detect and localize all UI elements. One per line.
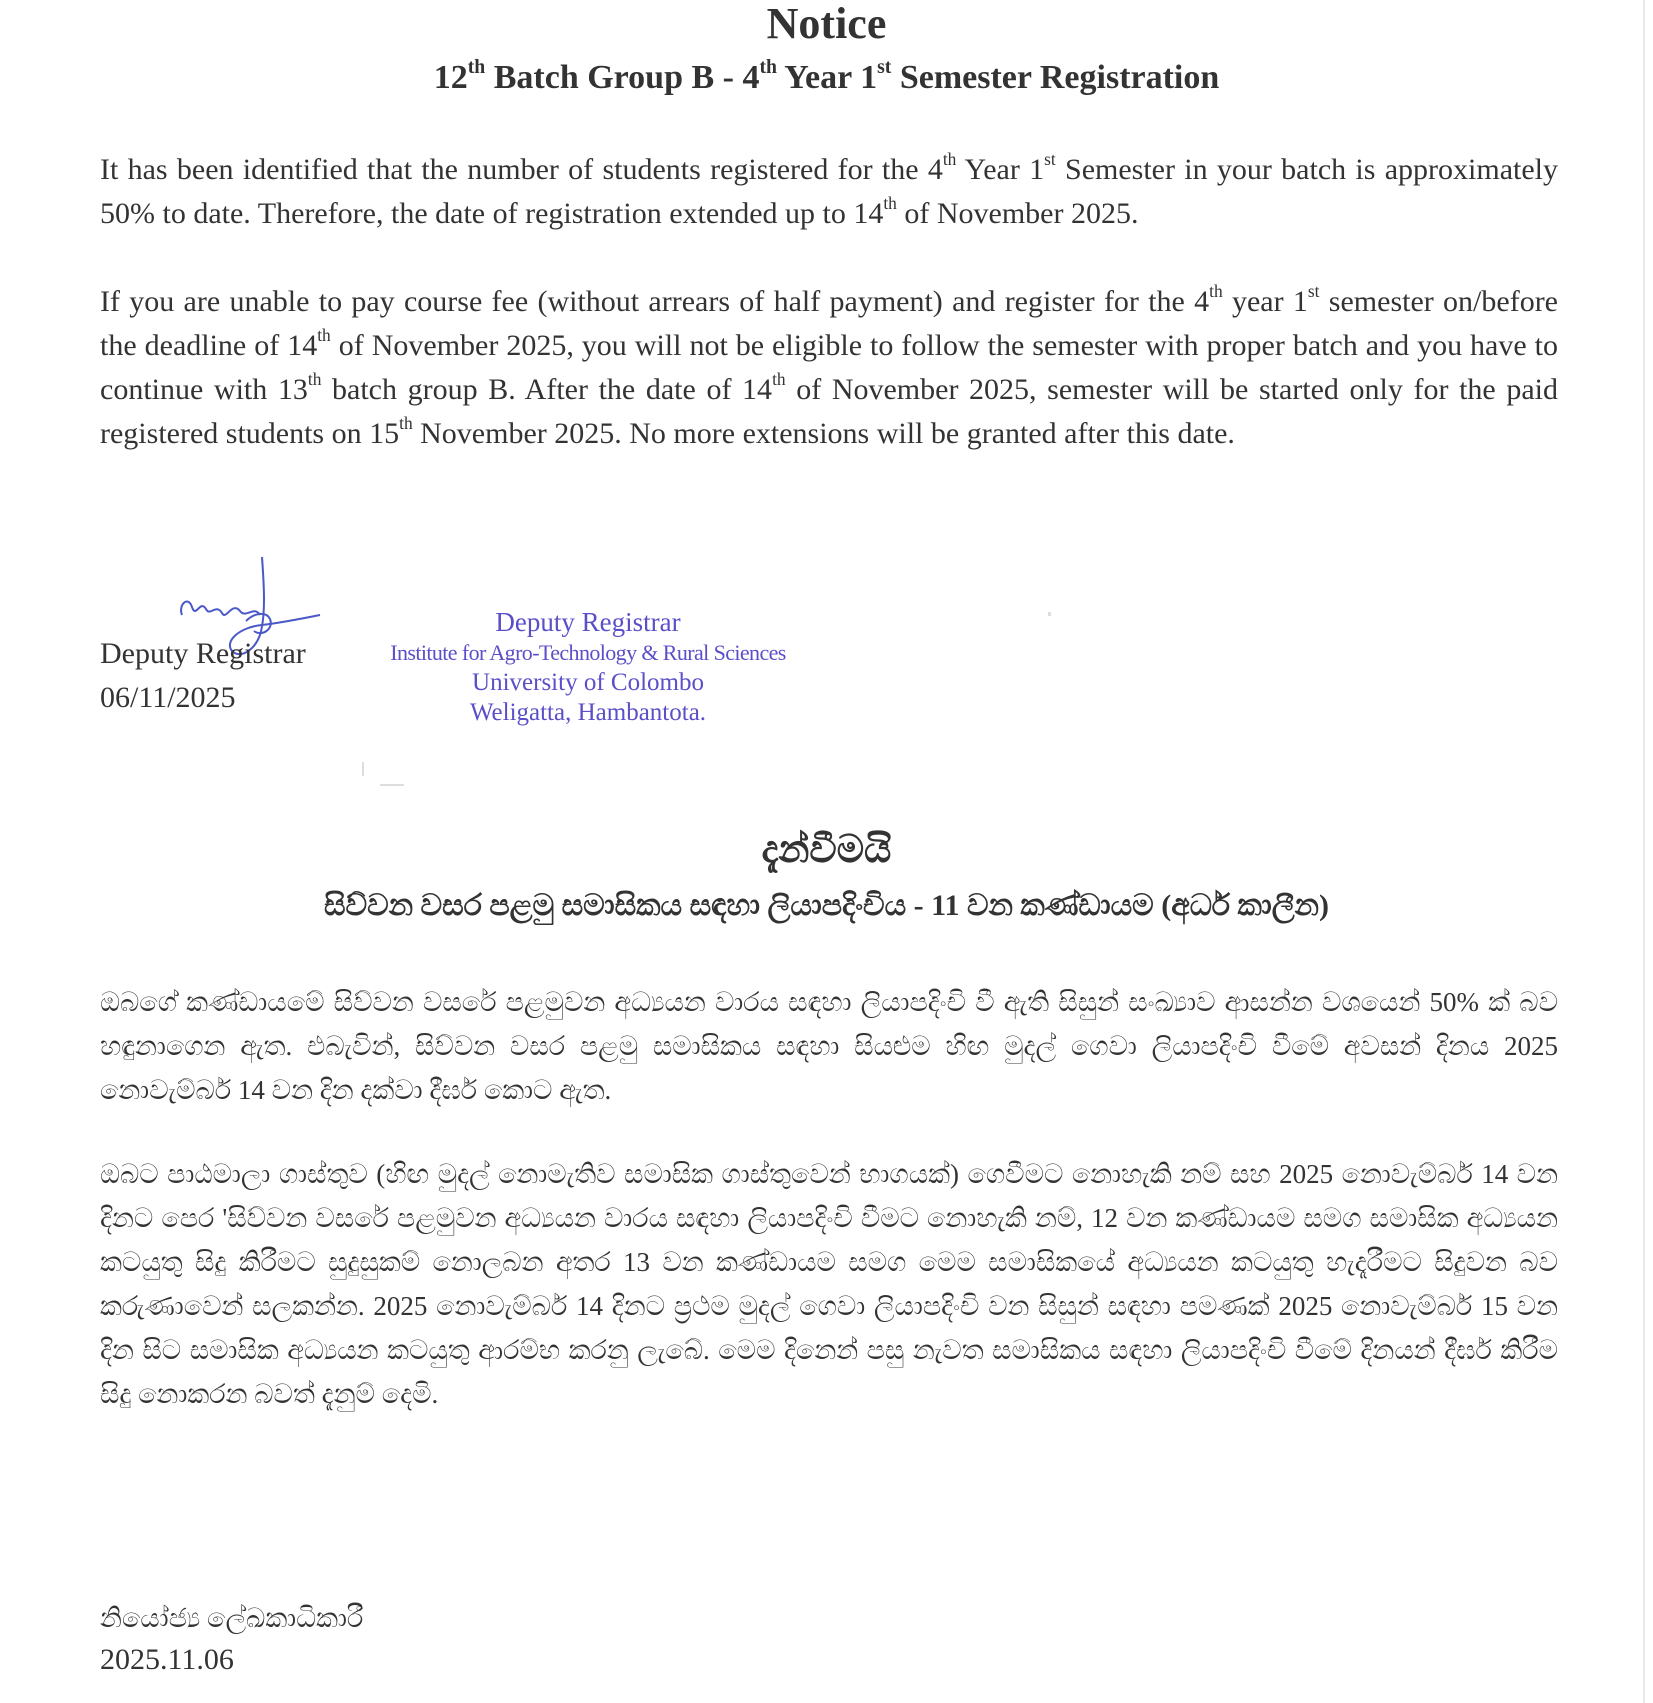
ordinal-sup: th — [942, 149, 957, 170]
english-paragraph-2 — [100, 280, 1558, 456]
ordinal-sup: th — [772, 369, 786, 390]
ordinal-sup: st — [1044, 149, 1056, 170]
notice-title: Notice — [766, 0, 887, 48]
sinhala-signatory-title: නියෝජ්‍ය ලේඛකාධිකාරී — [100, 1603, 364, 1633]
sinhala-paragraph-1: ඔබගේ කණ්ඩායමේ සිව්වන වසරේ පළමුවන අධ්‍යයන වාරය සඳහා ලියාපදිංචි වී ඇති සිසුන් සංඛ්‍යාව ආසන්න වශයෙන් 50% ක් බව හඳුනාගෙන ඇත. එබැවින්, සිව්වන වසර පළමු සමාසිකය සඳහා සියළුම හිඟ මුදල් ගෙවා ලියාපදිංචි වීමේ අවසන් දිනය 2025 නොවැම්බර් 14 වන දින දක්වා දීර්ඝ කොට ඇත. — [100, 987, 1558, 1105]
scan-speck — [362, 762, 364, 776]
sinhala-date: 2025.11.06 — [100, 1643, 234, 1676]
paragraph-text: of November 2025. — [896, 197, 1139, 230]
stamp-line-title: Deputy Registrar — [495, 607, 681, 637]
subtitle-sup: th — [467, 55, 486, 78]
paragraph-text: year 1 — [1222, 285, 1308, 318]
scan-speck — [380, 784, 404, 786]
subtitle-sup: th — [759, 55, 778, 78]
signature-date: 06/11/2025 — [100, 681, 236, 714]
signatory-title: Deputy Registrar — [100, 637, 306, 670]
english-paragraph-1 — [100, 148, 1558, 236]
paragraph-text: Semester in your batch is approximately 50% to date. Therefore, the date of registration extended up to 14 — [100, 153, 1558, 230]
ordinal-sup: th — [1209, 281, 1223, 302]
stamp-line-institute: Institute for Agro-Technology & Rural Sciences — [390, 640, 786, 665]
subtitle-part: Year 1 — [777, 59, 878, 96]
paragraph-text: It has been identified that the number of students registered for the 4 — [100, 153, 943, 186]
paragraph-text: Year 1 — [956, 153, 1045, 186]
official-stamp — [378, 606, 798, 728]
subtitle-part: 12 — [433, 59, 468, 96]
ordinal-sup: th — [883, 193, 897, 214]
paragraph-text: batch group B. After the date of 14 — [321, 373, 773, 406]
stamp-line-location: Weligatta, Hambantota. — [469, 699, 707, 726]
stamp-line-university: University of Colombo — [472, 669, 704, 696]
paragraph-text: of November 2025, semester will be started only for the paid registered students on 15 — [100, 373, 1559, 450]
subtitle-part: Batch Group B - 4 — [485, 59, 760, 96]
ordinal-sup: th — [399, 413, 413, 434]
paragraph-text: If you are unable to pay course fee (without arrears of half payment) and register for the 4 — [100, 285, 1210, 318]
paragraph-text: of November 2025, you will not be eligible to follow the semester with proper batch and you have to continue with 13 — [100, 329, 1558, 406]
notice-subtitle — [0, 55, 1653, 98]
sinhala-paragraph-2: ඔබට පාඨමාලා ගාස්තුව (හිඟ මුදල් නොමැතිව සමාසික ගාස්තුවෙන් භාගයක්) ගෙවීමට නොහැකි නම් සහ 2025 නොවැම්බර් 14 වන දිනට පෙර 'සිව්වන වසරේ පළමුවන අධ්‍යයන වාරය සඳහා ලියාපදිංචි වීමට නොහැකි නම්, 12 වන කණ්ඩායම සමග සමාසික අධ්‍යයන කටයුතු සිදු කිරීමට සුදුසුකම් නොලබන අතර 13 වන කණ්ඩායම සමග මෙම සමාසිකයේ අධ්‍යයන කටයුතු හැදෑරීමට සිදුවන බව කරුණාවෙන් සලකන්න. 2025 නොවැම්බර් 14 දිනට ප්‍රථම මුදල් ගෙවා ලියාපදිංචි වන සිසුන් සඳහා පමණක් 2025 නොවැම්බර් 15 වන දින සිට සමාසික අධ්‍යයන කටයුතු ආරම්භ කරනු ලැබේ. මෙම දිනෙන් පසු නැවත සමාසිකය සඳහා ලියාපදිංචි වීමේ දිනයන් දීර්ඝ කිරීම සිදු නොකරන බවත් දැනුම් දෙමි. — [100, 1159, 1558, 1409]
sinhala-subtitle: සිව්වන වසර පළමු සමාසිකය සඳහා ලියාපදිංචිය - 11 වන කණ්ඩායම (අර්ධ කාලීන) — [323, 889, 1330, 922]
paragraph-text: semester on/before the deadline of 14 — [100, 285, 1559, 362]
subtitle-sup: st — [877, 55, 892, 78]
sinhala-title: දැන්වීමයි — [761, 829, 892, 871]
subtitle-part: Semester Registration — [891, 59, 1220, 96]
ordinal-sup: st — [1307, 281, 1320, 302]
ordinal-sup: th — [307, 369, 322, 390]
ordinal-sup: th — [317, 325, 331, 346]
scan-speck — [1048, 612, 1051, 616]
paragraph-text: November 2025. No more extensions will be granted after this date. — [412, 417, 1235, 450]
